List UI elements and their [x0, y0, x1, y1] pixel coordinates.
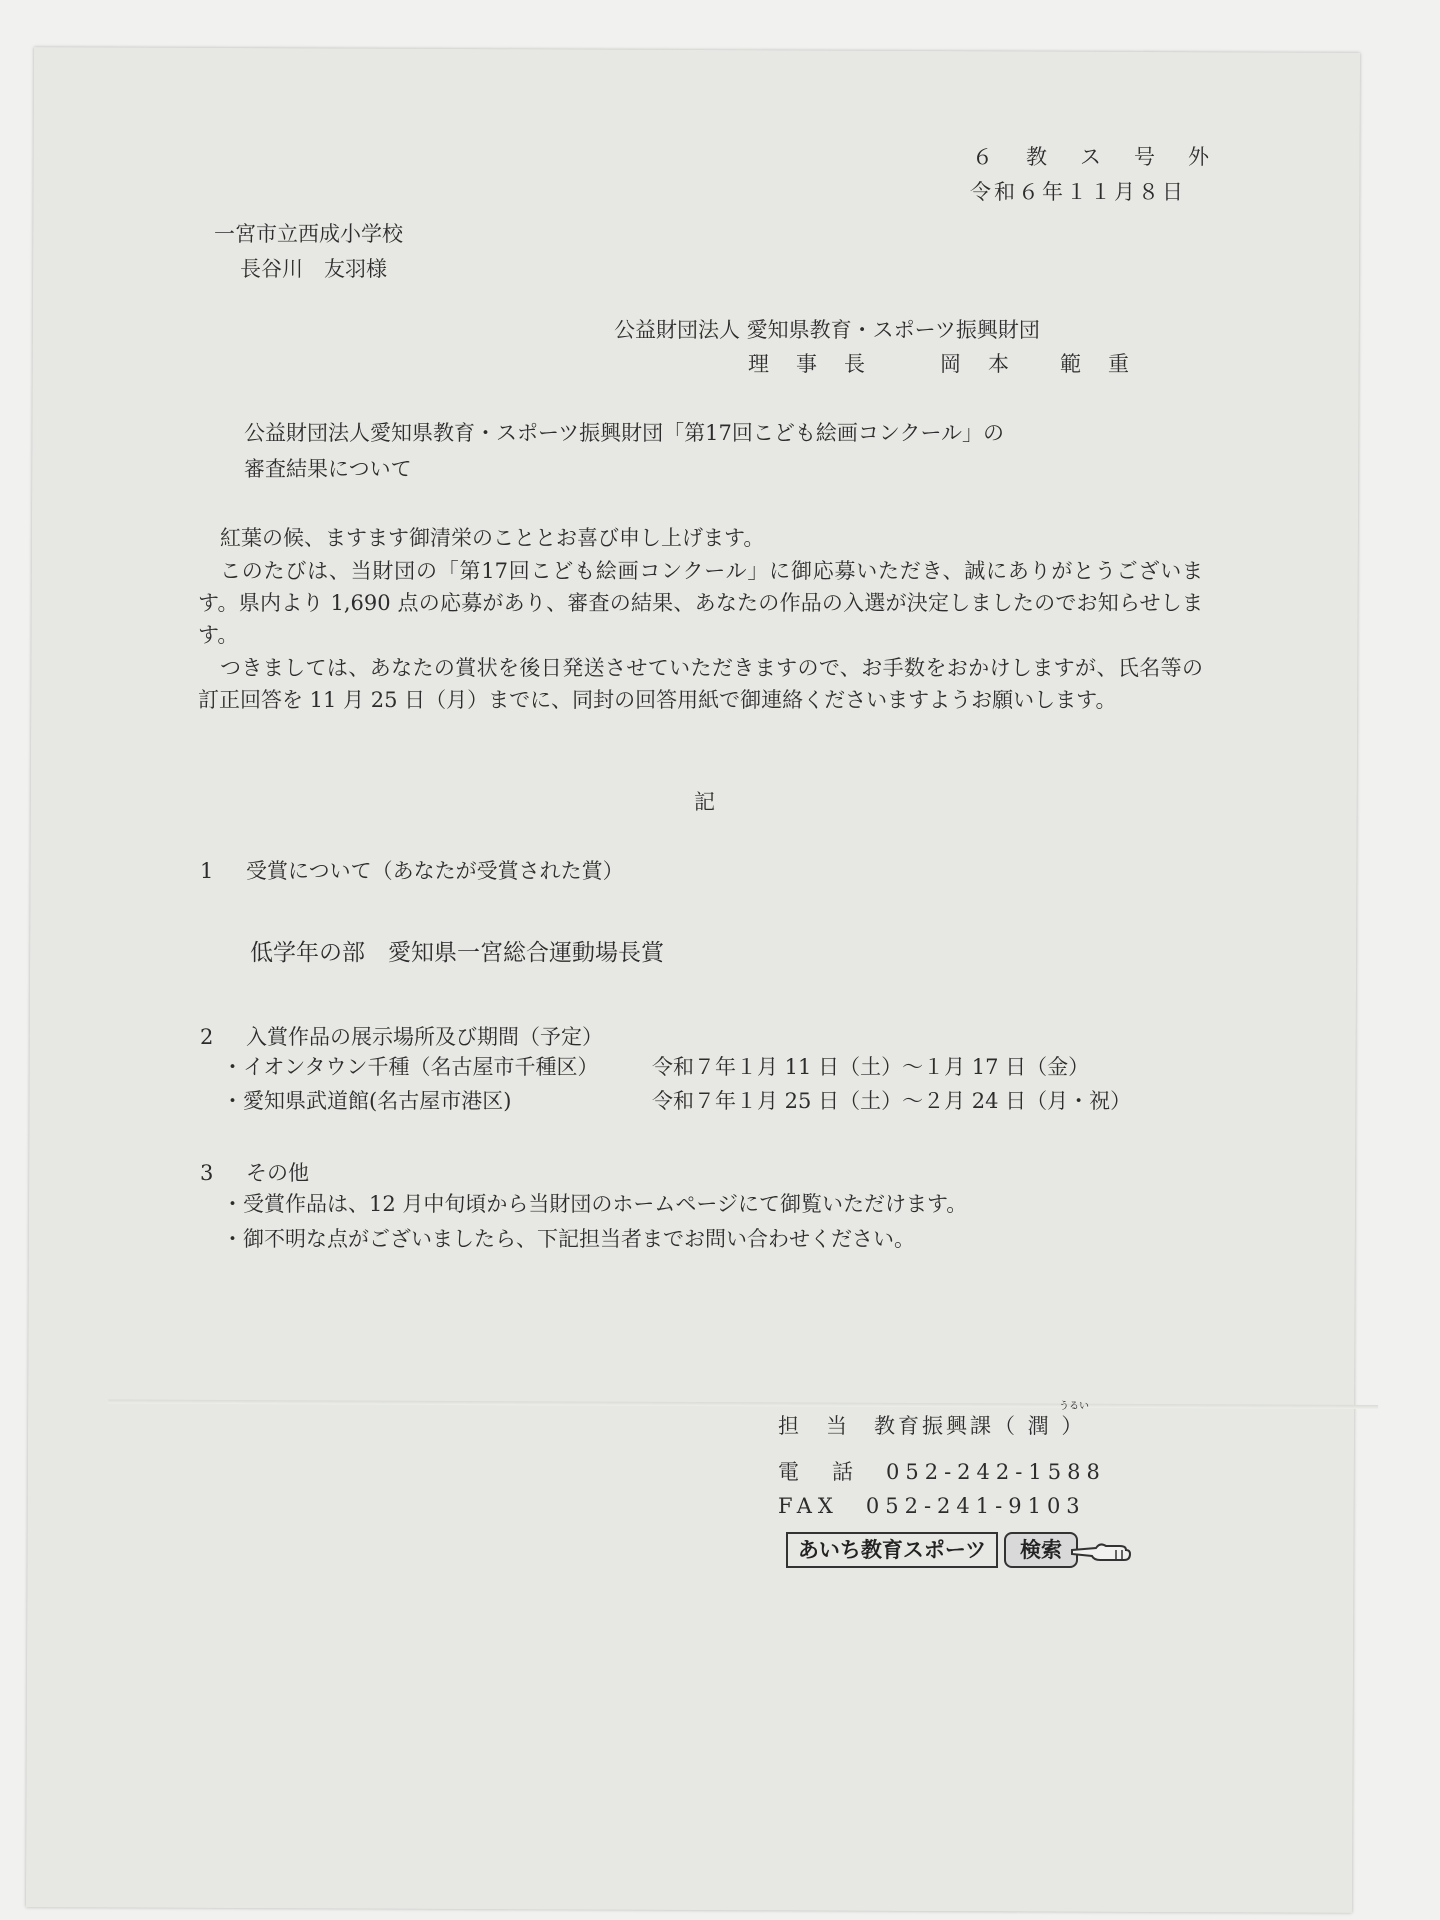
paper-fold-line — [108, 1399, 1378, 1409]
body-paragraph-3: つきましては、あなたの賞状を後日発送させていただきますので、お手数をおかけしますが、氏名等の訂正回答を 11 月 25 日（月）までに、同封の回答用紙で御連絡くださいますようお願いします。 — [198, 656, 1203, 712]
venue-2-period: 令和７年１月 25 日（土）～２月 24 日（月・祝） — [652, 1089, 1132, 1113]
body-paragraph-2: このたびは、当財団の「第17回こども絵画コンクール」に御応募いただき、誠にありがとうございます。県内より 1,690 点の応募があり、審査の結果、あなたの作品の入選が決定しましたのでお知らせします。 — [198, 559, 1203, 647]
contact-person: 担 当 教育振興課（ 潤 ） — [778, 1414, 1086, 1438]
ki-heading: 記 — [694, 790, 715, 814]
section-1-number: 1 — [200, 859, 214, 883]
section-2-number: 2 — [200, 1025, 214, 1049]
pointing-hand-icon — [1070, 1536, 1134, 1569]
section-1-heading: 受賞について（あなたが受賞された賞） — [246, 859, 624, 883]
document-number: ６ 教 ス 号 外 — [972, 145, 1215, 169]
subject-line-1: 公益財団法人愛知県教育・スポーツ振興財団「第17回こども絵画コンクール」の — [244, 421, 1005, 445]
search-keyword-box — [786, 1532, 998, 1568]
contact-fax: FAX 052-241-9103 — [778, 1494, 1086, 1518]
venue-2-place: ・愛知県武道館(名古屋市港区) — [222, 1089, 512, 1113]
section-3-heading: その他 — [246, 1161, 309, 1185]
other-item-2: ・御不明な点がございましたら、下記担当者までお問い合わせください。 — [222, 1227, 915, 1251]
search-keyword-text: あいち教育スポーツ — [797, 1537, 987, 1562]
section-2-heading: 入賞作品の展示場所及び期間（予定） — [246, 1025, 603, 1049]
sender-title: 理 事 長 岡 本 範 重 — [748, 352, 1132, 376]
other-item-1: ・受賞作品は、12 月中旬頃から当財団のホームページにて御覧いただけます。 — [222, 1192, 968, 1216]
contact-phone: 電 話 052-242-1588 — [778, 1460, 1106, 1484]
venue-1-period: 令和７年１月 11 日（土）～１月 17 日（金） — [652, 1055, 1090, 1079]
award-name: 低学年の部 愛知県一宮総合運動場長賞 — [250, 940, 664, 966]
subject-line-2: 審査結果について — [244, 457, 412, 481]
section-3-number: 3 — [200, 1161, 214, 1185]
search-button-label: 検索 — [1020, 1537, 1062, 1562]
document-date: 令和６年１１月８日 — [970, 180, 1186, 204]
body-paragraph-1: 紅葉の候、ますます御清栄のこととお喜び申し上げます。 — [220, 526, 765, 550]
venue-1-place: ・イオンタウン千種（名古屋市千種区） — [222, 1055, 599, 1079]
search-button — [1004, 1532, 1078, 1568]
contact-ruby: うるい — [1059, 1401, 1089, 1412]
recipient-name: 長谷川 友羽様 — [240, 257, 387, 281]
sender-organization: 公益財団法人 愛知県教育・スポーツ振興財団 — [614, 318, 1040, 342]
recipient-school: 一宮市立西成小学校 — [214, 222, 403, 246]
